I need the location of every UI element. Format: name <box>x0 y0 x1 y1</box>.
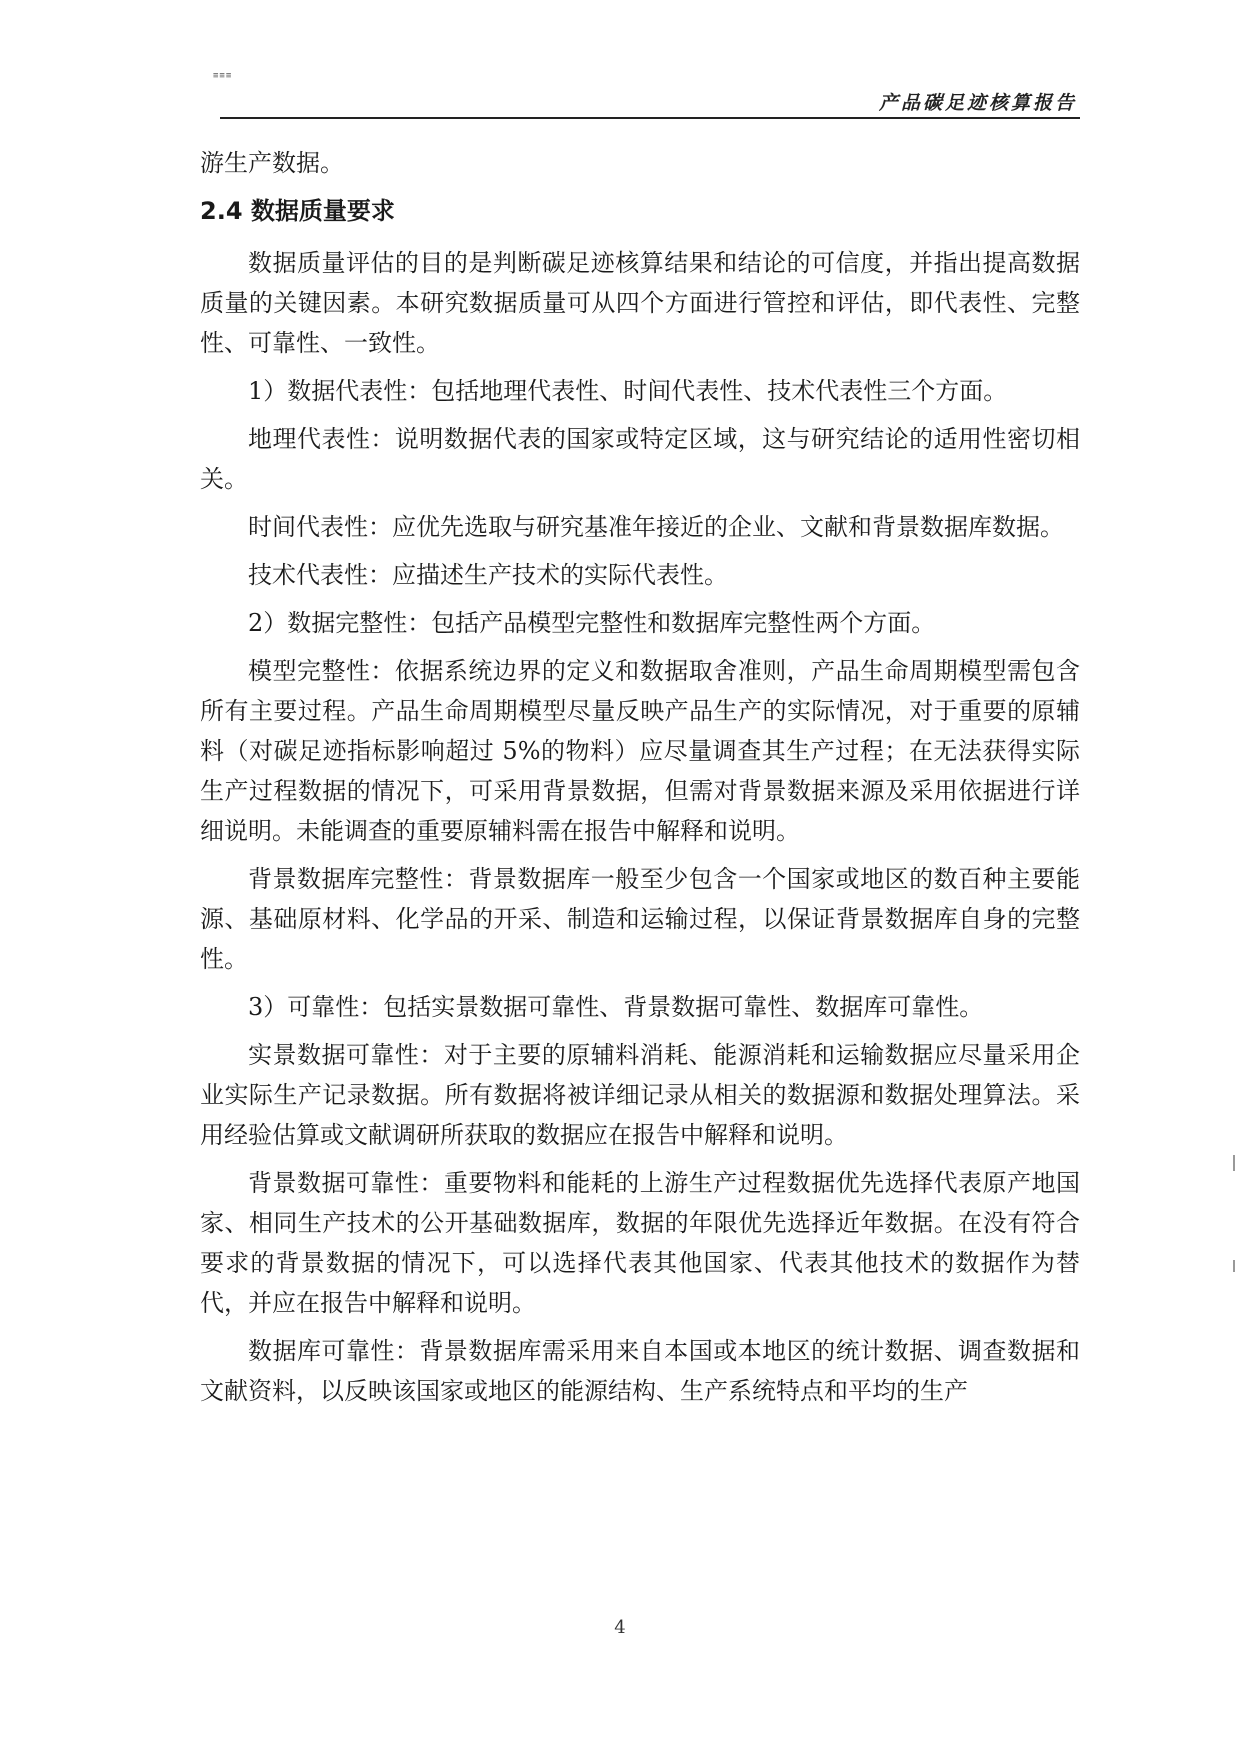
section-heading: 2.4 数据质量要求 <box>200 197 395 225</box>
paragraph: 实景数据可靠性：对于主要的原辅料消耗、能源消耗和运输数据应尽量采用企业实际生产记录数据。所有数据将被详细记录从相关的数据源和数据处理算法。采用经验估算或文献调研所获取的数据应在报告中解释和说明。 <box>200 1041 1080 1149</box>
scan-speck <box>1233 1155 1235 1171</box>
paragraph: 模型完整性：依据系统边界的定义和数据取舍准则，产品生命周期模型需包含所有主要过程。产品生命周期模型尽量反映产品生产的实际情况，对于重要的原辅料（对碳足迹指标影响超过 5%的物料）应尽量调查其生产过程；在无法获得实际生产过程数据的情况下，可采用背景数据，但需对背景数据来源及采用依据进行详细说明。未能调查的重要原辅料需在报告中解释和说明。 <box>200 657 1080 845</box>
paragraph: 数据质量评估的目的是判断碳足迹核算结果和结论的可信度，并指出提高数据质量的关键因素。本研究数据质量可从四个方面进行管控和评估，即代表性、完整性、可靠性、一致性。 <box>200 249 1080 357</box>
paragraph: 数据库可靠性：背景数据库需采用来自本国或本地区的统计数据、调查数据和文献资料，以反映该国家或地区的能源结构、生产系统特点和平均的生产 <box>200 1337 1080 1405</box>
paragraph: 2）数据完整性：包括产品模型完整性和数据库完整性两个方面。 <box>248 609 936 637</box>
scan-speck <box>1233 1260 1235 1272</box>
paragraph: 背景数据可靠性：重要物料和能耗的上游生产过程数据优先选择代表原产地国家、相同生产技术的公开基础数据库，数据的年限优先选择近年数据。在没有符合要求的背景数据的情况下，可以选择代表其他国家、代表其他技术的数据作为替代，并应在报告中解释和说明。 <box>200 1169 1080 1317</box>
paragraph: 3）可靠性：包括实景数据可靠性、背景数据可靠性、数据库可靠性。 <box>248 993 984 1021</box>
document-body <box>200 143 1080 1419</box>
page-number: 4 <box>614 1617 626 1638</box>
header-title: 产品碳足迹核算报告 <box>878 92 1077 114</box>
header-mark: ≡≡≡ <box>213 71 233 81</box>
paragraph: 地理代表性：说明数据代表的国家或特定区域，这与研究结论的适用性密切相关。 <box>200 425 1080 493</box>
paragraph: 技术代表性：应描述生产技术的实际代表性。 <box>248 561 728 589</box>
paragraph: 时间代表性：应优先选取与研究基准年接近的企业、文献和背景数据库数据。 <box>248 513 1064 541</box>
header-divider <box>220 117 1080 119</box>
paragraph: 背景数据库完整性：背景数据库一般至少包含一个国家或地区的数百种主要能源、基础原材料、化学品的开采、制造和运输过程，以保证背景数据库自身的完整性。 <box>200 865 1080 973</box>
continuation-text: 游生产数据。 <box>200 149 344 177</box>
paragraph: 1）数据代表性：包括地理代表性、时间代表性、技术代表性三个方面。 <box>248 377 1008 405</box>
